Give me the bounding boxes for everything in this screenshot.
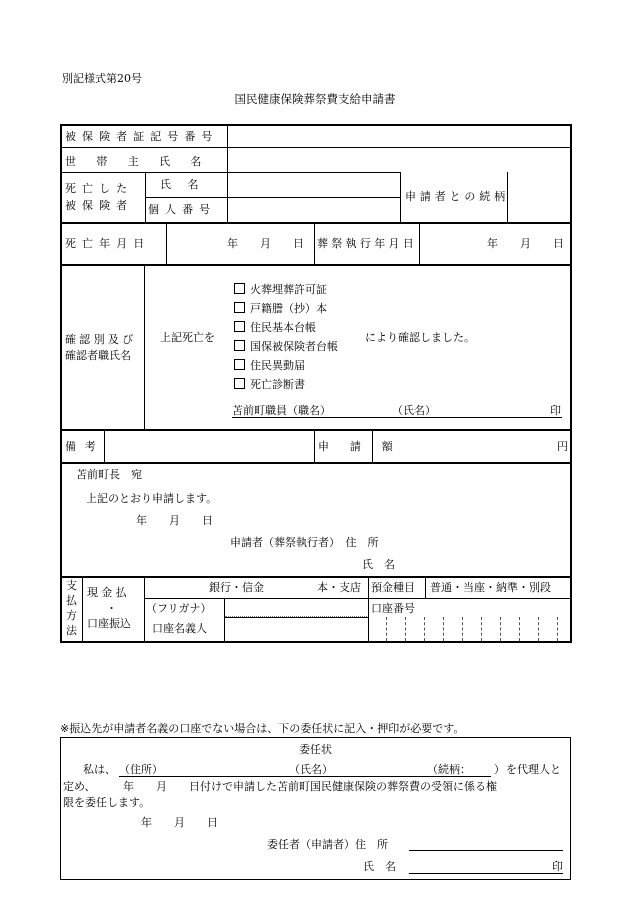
delegator-name-line[interactable] bbox=[409, 873, 563, 874]
relation-label: 申請者との続柄 bbox=[405, 190, 509, 203]
checkbox-item-cremation[interactable]: 火葬埋葬許可証 bbox=[234, 283, 327, 296]
confirm-lead: 上記死亡を bbox=[160, 331, 215, 344]
checkbox-item-nhi-register[interactable]: 国保被保険者台帳 bbox=[234, 340, 338, 353]
staff-title-label: 苫前町職員（職名） bbox=[232, 404, 331, 417]
death-date-label: 死亡年月日 bbox=[65, 237, 151, 250]
confirm-label-1: 確認別及び bbox=[65, 333, 137, 346]
proxy-name-field: （氏名） bbox=[289, 763, 333, 776]
proxy-date[interactable]: 年 月 日 bbox=[141, 816, 218, 829]
personal-no-label: 個人番号 bbox=[148, 203, 217, 216]
staff-seal: 印 bbox=[550, 404, 561, 417]
deceased-name-label: 氏名 bbox=[160, 178, 215, 191]
remarks-label: 備考 bbox=[65, 440, 105, 453]
delegator-address-label: 委任者（申請者）住 所 bbox=[267, 838, 388, 851]
account-holder-label: 口座名義人 bbox=[152, 622, 207, 635]
insured-cert-field[interactable] bbox=[228, 126, 568, 147]
yen-label: 円 bbox=[557, 440, 568, 453]
funeral-date-units[interactable]: 年 月 日 bbox=[487, 237, 564, 250]
bank-label: 銀行・信金 bbox=[209, 581, 264, 594]
checkbox-item-moving-notice[interactable]: 住民異動届 bbox=[234, 359, 305, 372]
proxy-box bbox=[60, 737, 571, 880]
checkbox-item-death-certificate[interactable]: 死亡診断書 bbox=[234, 378, 305, 391]
deceased-label-1: 死亡した bbox=[65, 182, 134, 195]
personal-no-field[interactable] bbox=[228, 198, 399, 222]
applicant-name-label: 氏 名 bbox=[362, 558, 395, 571]
account-no-field[interactable] bbox=[369, 618, 569, 640]
staff-name-label: （氏名） bbox=[392, 404, 436, 417]
dot-separator: ・ bbox=[106, 602, 117, 615]
amount-field[interactable] bbox=[373, 431, 555, 462]
applicant-address-label: 申請者（葬祭執行者） 住 所 bbox=[230, 536, 379, 549]
transfer-payment-option[interactable]: 口座振込 bbox=[87, 617, 131, 630]
branch-label: 本・支店 bbox=[317, 581, 361, 594]
householder-label: 世帯主氏名 bbox=[65, 155, 222, 168]
application-table bbox=[60, 124, 572, 643]
checkbox-icon bbox=[234, 283, 245, 294]
checkbox-icon bbox=[234, 340, 245, 351]
deceased-name-field[interactable] bbox=[228, 173, 399, 197]
proxy-line2: 定め、 年 月 日付けで申請した苫前町国民健康保険の葬祭費の受領に係る権 bbox=[63, 780, 498, 793]
checkbox-icon bbox=[234, 302, 245, 313]
furigana-label: （フリガナ） bbox=[146, 602, 212, 615]
death-date-units[interactable]: 年 月 日 bbox=[227, 237, 304, 250]
account-holder-field[interactable] bbox=[225, 618, 367, 640]
insured-cert-label: 被保険者証記号番号 bbox=[65, 130, 219, 143]
form-title: 国民健康保険葬祭費支給申請書 bbox=[234, 92, 396, 106]
proxy-note: ※振込先が申請者名義の口座でない場合は、下の委任状に記入・押印が必要です。 bbox=[60, 722, 465, 735]
delegator-name-label: 氏 名 bbox=[363, 860, 396, 873]
proxy-relation-close: ） bbox=[494, 763, 505, 776]
proxy-line3: 限を委任します。 bbox=[63, 796, 151, 809]
proxy-line1-prefix: 私は、 bbox=[83, 763, 116, 776]
relation-field[interactable] bbox=[508, 173, 568, 222]
proxy-address-field: （住所） bbox=[119, 763, 163, 776]
householder-field[interactable] bbox=[228, 148, 568, 172]
cash-payment-option[interactable]: 現金払 bbox=[87, 586, 130, 599]
checkbox-icon bbox=[234, 359, 245, 370]
proxy-seal: 印 bbox=[552, 860, 563, 873]
addressee: 苫前町長 宛 bbox=[76, 468, 142, 481]
apply-statement: 上記のとおり申請します。 bbox=[86, 492, 218, 505]
funeral-date-label: 葬祭執行年月日 bbox=[317, 237, 418, 250]
deposit-type-label: 預金種目 bbox=[371, 581, 415, 594]
remarks-field[interactable] bbox=[105, 431, 313, 462]
delegator-address-line[interactable] bbox=[409, 850, 563, 851]
checkbox-icon bbox=[234, 321, 245, 332]
proxy-line1-suffix: を代理人と bbox=[506, 763, 561, 776]
form-number: 別記様式第20号 bbox=[62, 72, 142, 85]
proxy-title: 委任状 bbox=[299, 743, 332, 756]
confirm-label-2: 確認者職氏名 bbox=[65, 349, 131, 362]
deceased-label-2: 被保険者 bbox=[65, 199, 134, 212]
confirm-tail: により確認しました。 bbox=[365, 331, 475, 344]
apply-date[interactable]: 年 月 日 bbox=[136, 514, 213, 527]
checkbox-item-koseki[interactable]: 戸籍謄（抄）本 bbox=[234, 302, 327, 315]
deposit-type-options[interactable]: 普通・当座・納準・別段 bbox=[430, 581, 551, 594]
furigana-field[interactable] bbox=[225, 599, 367, 617]
account-no-label: 口座番号 bbox=[371, 602, 415, 615]
checkbox-icon bbox=[234, 378, 245, 389]
proxy-relation-field: （続柄： bbox=[427, 763, 471, 776]
payment-method-label: 支 払 方 法 bbox=[66, 579, 77, 637]
amount-label: 申請額 bbox=[318, 440, 414, 453]
checkbox-item-resident-register[interactable]: 住民基本台帳 bbox=[234, 321, 316, 334]
